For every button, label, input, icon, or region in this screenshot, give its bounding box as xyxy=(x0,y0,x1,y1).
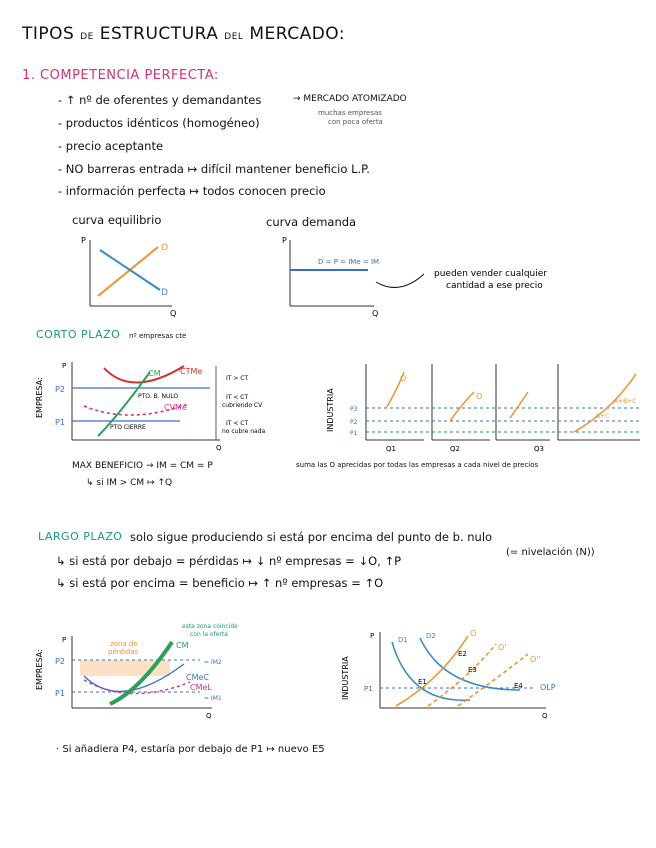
lp-perdidas: pérdidas xyxy=(108,648,139,656)
corto-plazo-heading: CORTO PLAZO xyxy=(36,328,121,341)
lp-im1: = IM1 xyxy=(204,695,222,702)
demanda-note-2: cantidad a ese precio xyxy=(446,281,543,291)
lpi-o1: O' xyxy=(498,643,507,652)
lp-line-1: solo sigue produciendo si está por encima del punto de b. nulo xyxy=(130,530,493,544)
bullet-3: - precio aceptante xyxy=(58,139,164,153)
equilibrio-d: D xyxy=(161,288,168,298)
section-heading-competencia: 1. COMPETENCIA PERFECTA: xyxy=(22,68,219,83)
lp-p: P xyxy=(62,636,67,644)
bullet-5: - información perfecta ↦ todos conocen precio xyxy=(58,184,326,198)
ind-q2: Q2 xyxy=(450,445,460,453)
bullet-2: - productos idénticos (homogéneo) xyxy=(58,116,260,130)
demanda-p: P xyxy=(282,236,287,245)
max-beneficio-2: ↳ si IM > CM ↦ ↑Q xyxy=(86,478,173,488)
lp-line-3: ↳ si está por encima = beneficio ↦ ↑ nº empresas = ↑O xyxy=(56,576,384,590)
lpi-d2: D2 xyxy=(426,632,436,640)
lpi-o2: O'' xyxy=(530,655,541,664)
equilibrio-o: O xyxy=(161,243,169,253)
equilibrio-label: curva equilibrio xyxy=(72,213,162,227)
atomizado-label: → MERCADO ATOMIZADO xyxy=(293,94,407,104)
lpi-olp: OLP xyxy=(540,683,556,692)
ind-abc: A+B+C xyxy=(614,398,637,405)
demanda-line-label: D = P = IMe = IM xyxy=(318,258,380,266)
cp-p2: P2 xyxy=(55,385,65,394)
demanda-q: Q xyxy=(372,309,379,318)
ind-p1: P1 xyxy=(350,430,358,437)
cp-empresa-label: EMPRESA: xyxy=(35,377,44,418)
cp-it-lt2: IT < CT xyxy=(226,420,249,427)
cp-pto-cierre: PTO CIERRE xyxy=(110,424,146,431)
ind-bc: B+C xyxy=(596,413,610,420)
demanda-note-1: pueden vender cualquier xyxy=(434,269,547,279)
cp-cvme: CVMe xyxy=(164,403,187,412)
corto-plazo-sub: nº empresas cte xyxy=(129,332,187,340)
cp-p1: P1 xyxy=(55,418,65,427)
cp-it-lt1b: cubriendo CV xyxy=(222,402,263,409)
lpi-q: Q xyxy=(542,712,548,720)
page-title: TIPOS DE ESTRUCTURA DEL MERCADO: xyxy=(22,24,346,44)
cp-ctme: CTMe xyxy=(180,367,203,376)
lp-p1: P1 xyxy=(55,689,65,698)
cp-sum-note: suma las O aprecidas por todas las empresas a cada nivel de precios xyxy=(296,461,539,469)
ind-p2: P2 xyxy=(350,419,358,426)
bullet-1: - ↑ nº de oferentes y demandantes xyxy=(58,93,262,107)
equilibrio-p: P xyxy=(81,236,86,245)
atomizado-note-1: muchas empresas xyxy=(318,109,382,117)
lp-cmel: CMeL xyxy=(190,683,212,692)
atomizado-note-2: con poca oferta xyxy=(328,118,383,126)
cp-it-ct: IT > CT xyxy=(226,375,249,382)
equilibrio-q: Q xyxy=(170,309,177,318)
ind-p3: P3 xyxy=(350,406,358,413)
o-curve xyxy=(396,636,468,706)
ind-q3: Q3 xyxy=(534,445,544,453)
ind-q1: Q1 xyxy=(386,445,396,453)
lpi-e1: E1 xyxy=(418,678,427,686)
cp-it-lt1: IT < CT xyxy=(226,394,249,401)
footer-note: · Si añadiera P4, estaría por debajo de P1 ↦ nuevo E5 xyxy=(56,744,325,755)
lp-industria-label: INDUSTRIA xyxy=(341,656,350,700)
o2-curve xyxy=(458,654,528,706)
demanda-label: curva demanda xyxy=(266,215,357,229)
lp-zona: zona de xyxy=(110,640,138,648)
lpi-e2: E2 xyxy=(458,650,467,658)
cp-cm: CM xyxy=(148,369,161,378)
ind-o-label: O xyxy=(400,374,407,383)
cp-pto-nulo: PTO. B. NULO xyxy=(138,393,179,400)
cp-p: P xyxy=(62,362,67,370)
bullet-4: - NO barreras entrada ↦ difícil mantener beneficio L.P. xyxy=(58,162,370,176)
cp-it-lt2b: no cubre nada xyxy=(222,428,266,435)
max-beneficio: MAX BENEFICIO → IM = CM = P xyxy=(72,461,213,471)
lp-cmec: CMeC xyxy=(186,673,209,682)
lp-nivelacion: (= nivelación (N)) xyxy=(506,547,595,558)
lp-p2: P2 xyxy=(55,657,65,666)
lpi-o: O xyxy=(470,629,477,638)
ind-o-label-2: O xyxy=(476,392,483,401)
lp-nota-2: con la oferta xyxy=(190,631,228,638)
lp-im2: = IM2 xyxy=(204,659,222,666)
section-number: 1. xyxy=(22,68,36,83)
lpi-p1: P1 xyxy=(364,685,373,693)
cp-q: Q xyxy=(216,444,222,452)
lpi-p: P xyxy=(370,632,375,640)
lpi-e3: E3 xyxy=(468,666,477,674)
lp-empresa-label: EMPRESA: xyxy=(35,649,44,690)
lpi-d1: D1 xyxy=(398,636,408,644)
lp-line-2: ↳ si está por debajo = pérdidas ↦ ↓ nº empresas = ↓O, ↑P xyxy=(56,554,402,568)
lp-cm: CM xyxy=(176,641,189,650)
lpi-e4: E4 xyxy=(514,682,523,690)
largo-plazo-heading: LARGO PLAZO xyxy=(38,530,123,543)
cp-industria-label: INDUSTRIA xyxy=(326,388,335,432)
lp-q: Q xyxy=(206,712,212,720)
lp-nota-1: esta zona coincide xyxy=(182,623,238,630)
